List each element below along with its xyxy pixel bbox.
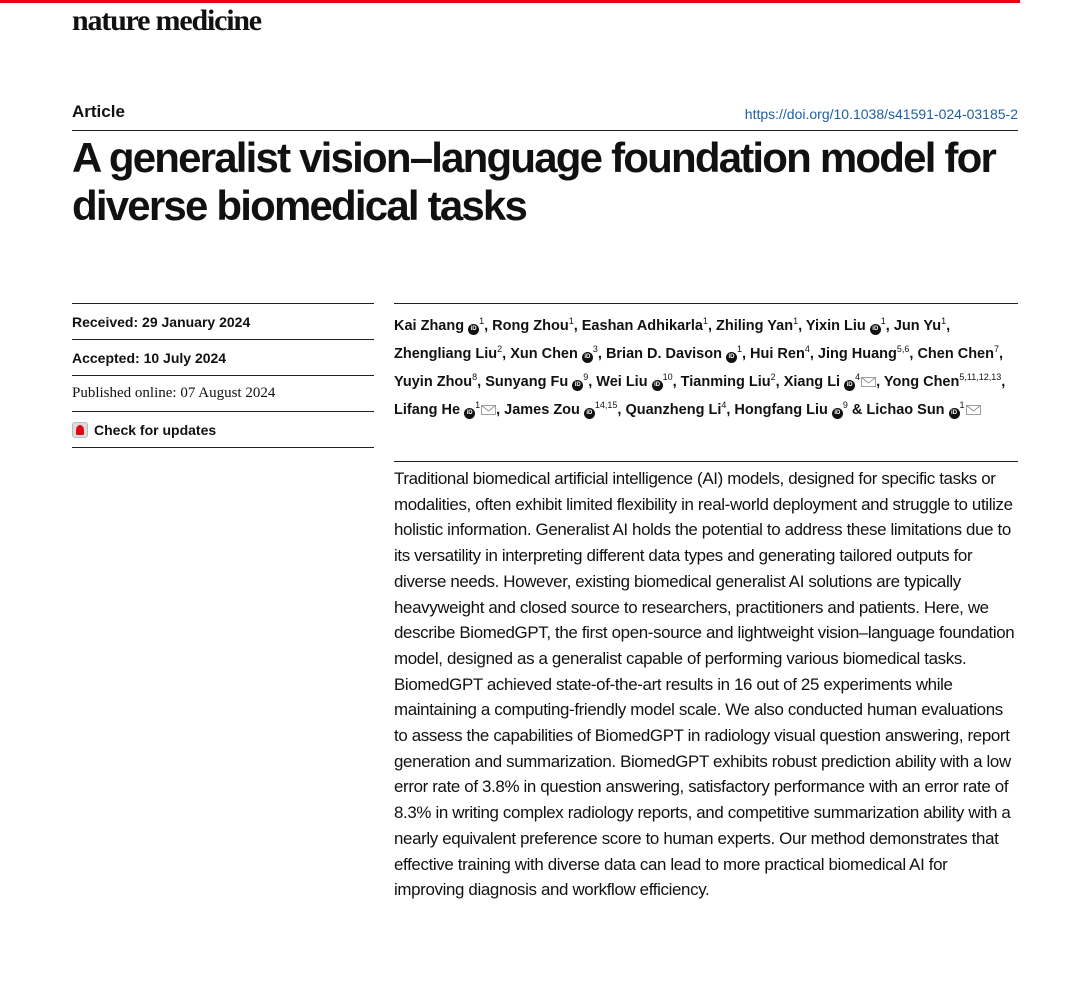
- author-name[interactable]: Lifang He: [394, 402, 461, 418]
- email-envelope-icon[interactable]: [966, 405, 981, 415]
- author-name[interactable]: Yixin Liu: [805, 318, 866, 334]
- author-name[interactable]: Eashan Adhikarla: [581, 318, 703, 334]
- author-name[interactable]: James Zou: [504, 402, 580, 418]
- author-entry: [806, 318, 886, 334]
- journal-name: nature medicine: [72, 4, 261, 37]
- orcid-icon[interactable]: iD: [572, 380, 583, 391]
- author-affiliation: 1: [475, 400, 481, 410]
- author-name[interactable]: Zhengliang Liu: [394, 346, 498, 362]
- author-name[interactable]: Tianming Liu: [680, 374, 771, 390]
- author-entry: [866, 402, 980, 418]
- author-name[interactable]: Zhiling Yan: [716, 318, 794, 334]
- author-list: Kai Zhang $iD^1$, Rong Zhou$^1$, Eashan Adhikarla$^1$, Zhiling Yan$^1$, Yixin Liu $iD^1$, Jun Yu$^1$, Zhengliang Liu$^2$, Xun Chen $iD^3$, Brian D. Davison $iD^1$, Hui Ren$^4$, Jing Huang$^{5,6}$, Chen Chen$^7$, Yuyin Zhou$^8$, Sunyang Fu $iD^9$, Wei Liu $iD^{10}$, Tianming Liu$^2$, Xiang Li $iD^4$ , Yong Chen$^{5,11,12,13}$, Lifang He $iD^1$ , James Zou iD$^{14,15}$, Quanzheng Li$^4$, Hongfang Liu $iD^9$ & Lichao Sun $iD^1$: [394, 316, 1006, 418]
- author-entry: [394, 318, 484, 334]
- orcid-icon[interactable]: iD: [582, 352, 593, 363]
- published-date: Published online: 07 August 2024: [72, 375, 374, 411]
- email-envelope-icon[interactable]: [481, 405, 496, 415]
- author-affiliation: 1: [880, 316, 886, 326]
- author-affiliation: 9: [842, 400, 848, 410]
- author-entry: [492, 318, 574, 334]
- email-envelope-icon[interactable]: [861, 377, 876, 387]
- author-affiliation: 4: [804, 344, 810, 354]
- journal-top-rule: [0, 0, 1020, 3]
- author-name[interactable]: Jing Huang: [817, 346, 897, 362]
- author-entry: [582, 318, 708, 334]
- author-name[interactable]: Yong Chen: [883, 374, 960, 390]
- author-affiliation: 1: [736, 344, 742, 354]
- orcid-icon[interactable]: iD: [844, 380, 855, 391]
- author-entry: [750, 346, 810, 362]
- author-entry: [734, 402, 847, 418]
- author-name[interactable]: Hongfang Liu: [734, 402, 828, 418]
- author-affiliation: 4: [721, 400, 727, 410]
- author-entry: [625, 402, 726, 418]
- author-affiliation: 4: [855, 372, 861, 382]
- author-entry: [606, 346, 742, 362]
- check-updates-icon: [72, 422, 88, 438]
- article-meta: [72, 303, 374, 448]
- author-entry: [510, 346, 598, 362]
- orcid-icon[interactable]: iD: [832, 408, 843, 419]
- abstract-text: Traditional biomedical artificial intelligence (AI) models, designed for specific tasks or modalities, often exhibit limited flexibility in real-world deployment and struggle to utilize holistic information. Generalist AI holds the potential to address these limitations due to its versatility in interpreting different data types and generating tailored outputs for diverse needs. However, existing biomedical generalist AI solutions are typically heavyweight and closed source to researchers, practitioners and patients. Here, we describe BiomedGPT, the first open-source and lightweight vision–language foundation model, designed as a generalist capable of performing various biomedical tasks. BiomedGPT achieved state-of-the-art results in 16 out of 25 experiments while maintaining a computing-friendly model scale. We also conducted human evaluations to assess the capabilities of BiomedGPT in radiology visual question answering, report generation and summarization. BiomedGPT exhibits robust prediction ability with a low error rate of 3.8% in question answering, satisfactory performance with an error rate of 8.3% in writing complex radiology reports, and competitive summarization ability with a nearly equivalent preference score to human experts. Our method demonstrates that effective training with diverse data can lead to more practical biomedical AI for improving diagnosis and workflow efficiency.: [394, 469, 1015, 900]
- author-affiliation: 7: [993, 344, 999, 354]
- author-affiliation: 2: [770, 372, 776, 382]
- author-affiliation: 14,15: [594, 400, 618, 410]
- author-affiliation: 8: [472, 372, 478, 382]
- author-name[interactable]: Sunyang Fu: [485, 374, 569, 390]
- author-entry: [504, 402, 617, 418]
- author-entry: [917, 346, 999, 362]
- author-name[interactable]: Rong Zhou: [492, 318, 569, 334]
- authors-divider: [394, 303, 1018, 304]
- author-name[interactable]: Chen Chen: [917, 346, 994, 362]
- orcid-icon[interactable]: iD: [652, 380, 663, 391]
- check-for-updates-button[interactable]: [72, 411, 374, 448]
- orcid-icon[interactable]: iD: [584, 408, 595, 419]
- author-entry: [784, 374, 876, 390]
- author-name[interactable]: Xun Chen: [510, 346, 578, 362]
- author-name[interactable]: Lichao Sun: [866, 402, 945, 418]
- abstract-divider: [394, 461, 1018, 462]
- author-name[interactable]: Xiang Li: [783, 374, 841, 390]
- orcid-icon[interactable]: iD: [949, 408, 960, 419]
- author-name[interactable]: Brian D. Davison: [605, 346, 722, 362]
- orcid-icon[interactable]: iD: [726, 352, 737, 363]
- author-name[interactable]: Jun Yu: [893, 318, 942, 334]
- orcid-icon[interactable]: iD: [468, 324, 479, 335]
- author-entry: [716, 318, 798, 334]
- orcid-icon[interactable]: iD: [464, 408, 475, 419]
- author-affiliation: 5,6: [896, 344, 910, 354]
- author-affiliation: 1: [479, 316, 485, 326]
- check-updates-label: Check for updates: [94, 421, 217, 438]
- author-entry: [884, 374, 1001, 390]
- orcid-icon[interactable]: iD: [870, 324, 881, 335]
- article-title: A generalist vision–language foundation model for diverse biomedical tasks: [72, 134, 996, 229]
- author-name[interactable]: Kai Zhang: [394, 318, 465, 334]
- author-name[interactable]: Quanzheng Li: [625, 402, 722, 418]
- author-entry: [394, 402, 496, 418]
- author-affiliation: 1: [941, 316, 947, 326]
- header-divider: [72, 130, 1018, 131]
- doi-link[interactable]: https://doi.org/10.1038/s41591-024-03185-2: [744, 106, 1018, 122]
- author-entry: [596, 374, 672, 390]
- author-entry: [485, 374, 588, 390]
- author-entry: [394, 374, 477, 390]
- author-affiliation: 2: [497, 344, 503, 354]
- author-affiliation: 3: [592, 344, 598, 354]
- author-affiliation: 9: [583, 372, 589, 382]
- author-name[interactable]: Wei Liu: [596, 374, 648, 390]
- article-type-label: Article: [72, 102, 125, 121]
- author-affiliation: 1: [793, 316, 799, 326]
- author-affiliation: 1: [702, 316, 708, 326]
- author-affiliation: 1: [959, 400, 965, 410]
- author-name[interactable]: Yuyin Zhou: [394, 374, 473, 390]
- received-date: Received: 29 January 2024: [72, 303, 374, 339]
- author-affiliation: 1: [568, 316, 574, 326]
- author-entry: [818, 346, 909, 362]
- author-entry: [894, 318, 946, 334]
- accepted-date: Accepted: 10 July 2024: [72, 339, 374, 375]
- author-affiliation: 10: [662, 372, 673, 382]
- author-affiliation: 5,11,12,13: [959, 372, 1002, 382]
- author-entry: [394, 346, 502, 362]
- author-entry: [681, 374, 776, 390]
- author-name[interactable]: Hui Ren: [750, 346, 805, 362]
